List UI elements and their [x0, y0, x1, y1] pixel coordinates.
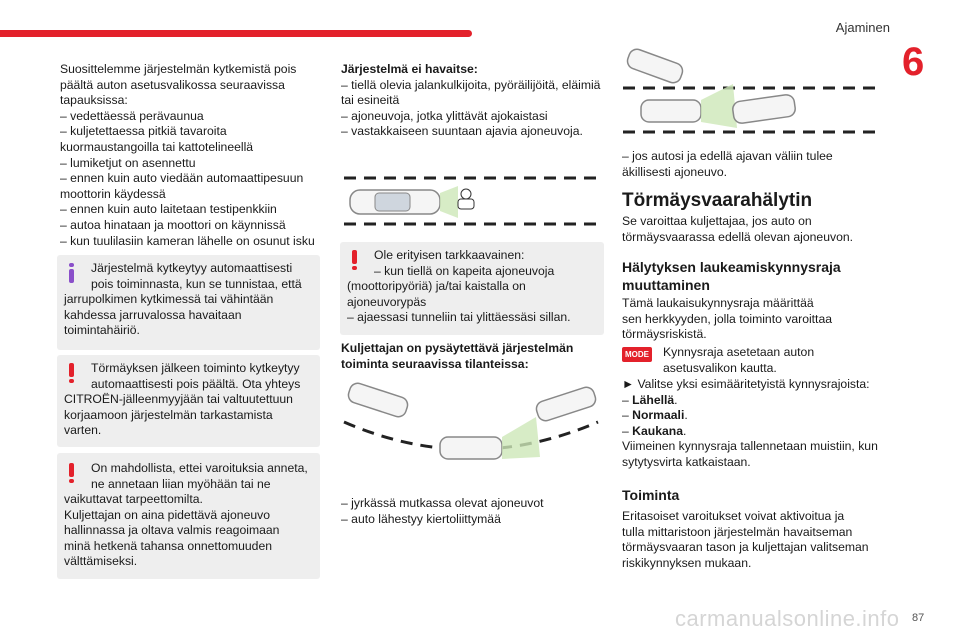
heading-line: Hälytyksen laukeamiskynnysraja	[622, 259, 841, 275]
text-line: – jyrkässä mutkassa olevat ajoneuvot	[341, 496, 544, 510]
threshold-options	[622, 377, 892, 471]
warning-box-middle	[340, 242, 604, 335]
text-line: äkillisesti ajoneuvo.	[622, 164, 728, 179]
chapter-number: 6	[902, 40, 925, 84]
text-line: korjaamoon järjestelmän tarkastamista	[64, 407, 273, 422]
cut-in-illustration	[621, 42, 883, 136]
curve-illustration	[340, 382, 602, 482]
text-line: Ole erityisen tarkkaavainen:	[374, 248, 525, 262]
text-line: – jos autosi ja edellä ajavan väliin tulee	[622, 149, 833, 163]
text-line: vaikuttavat tarpeettomilta.	[64, 492, 203, 506]
cut-in-text	[622, 149, 892, 180]
info-body	[64, 292, 273, 339]
option-label: Lähellä	[632, 392, 675, 407]
operation-text	[622, 509, 892, 571]
text-line: toimintahäiriö.	[64, 323, 140, 338]
section-title: Ajaminen	[835, 20, 890, 35]
warning-first-lines	[91, 361, 300, 392]
text-line: CITROËN-jälleenmyyjään tai valtuutettuun	[64, 392, 293, 406]
not-detected-title: Järjestelmä ei havaitse:	[341, 62, 478, 76]
text-line: – vedettäessä perävaunua	[60, 108, 204, 123]
text-line: – ennen kuin auto viedään automaattipesuun	[60, 171, 304, 186]
option-item: – Normaali.	[622, 408, 688, 423]
mode-text	[663, 345, 893, 376]
left-intro	[60, 62, 320, 249]
text-line: hallinnassa ja oltava valmis reagoimaan	[64, 523, 280, 538]
text-line: kuormaustangoilla tai kattotelineellä	[60, 139, 254, 154]
page-number: 87	[912, 612, 925, 624]
info-first-line-block	[91, 261, 302, 292]
text-line: tulla mittaristoon järjestelmän havaitseman	[622, 524, 853, 539]
car-icon	[534, 385, 597, 423]
car-icon	[440, 437, 502, 459]
text-line: ne annetaan liian myöhään tai ne	[91, 476, 271, 491]
text-line: – kun tiellä on kapeita ajoneuvoja	[374, 263, 555, 278]
text-line: Järjestelmä kytkeytyy automaattisesti	[91, 261, 293, 275]
warning-body	[64, 392, 293, 439]
may-function-title	[341, 341, 611, 372]
car-icon	[732, 94, 796, 124]
text-line: – ennen kuin auto laitetaan testipenkkiin	[60, 202, 277, 217]
text-line: sen herkkyyden, jolla toiminto varoittaa	[622, 311, 833, 326]
info-box	[57, 255, 320, 350]
text-line: Viimeinen kynnysraja tallennetaan muistiin, kun	[622, 439, 878, 454]
text-line: Suosittelemme järjestelmän kytkemistä pois	[60, 62, 297, 76]
warning-box-1	[57, 355, 320, 447]
text-line: automaattisesti pois päältä. Ota yhteys	[91, 376, 301, 391]
warning-body	[347, 279, 571, 326]
text-line: On mahdollista, ettei varoituksia anneta,	[91, 461, 308, 475]
text-line: Se varoittaa kuljettajaa, jos auto on	[622, 214, 812, 228]
text-line: minä hetkenä tahansa onnettomuuden	[64, 538, 273, 553]
text-line: – ajaessasi tunneliin tai ylittäessäsi sillan.	[347, 310, 571, 325]
car-icon	[625, 47, 684, 85]
pedestrian-detection-illustration	[340, 168, 602, 230]
car-icon	[346, 382, 409, 419]
watermark: carmanualsonline.info	[675, 606, 900, 631]
text-line: tapauksissa:	[60, 93, 128, 108]
text-line: – autoa hinataan ja moottori on käynnissä	[60, 217, 286, 232]
text-line: välttämiseksi.	[64, 554, 138, 569]
text-line: jarrupolkimen kytkimessä tai vähintään	[64, 292, 274, 306]
text-line: varten.	[64, 423, 102, 438]
warning-icon	[352, 250, 358, 268]
text-line: riskikynnyksen mukaan.	[622, 555, 752, 570]
text-line: törmäysvaaran tason ja kuljettajan valitseman	[622, 540, 869, 555]
text-line: – kun tuulilasiin kameran lähelle on osunut isku	[60, 233, 315, 248]
text-line: törmäysriskistä.	[622, 327, 707, 342]
intro-text	[622, 214, 892, 245]
text-line: – kuljetettaessa pitkiä tavaroita	[60, 124, 227, 139]
warning-body	[64, 492, 279, 570]
text-line: tai esineitä	[341, 93, 400, 108]
text-line: ajoneuvorypäs	[347, 294, 427, 309]
text-line: – vastakkaiseen suuntaan ajavia ajoneuvoja.	[341, 124, 583, 139]
text-line: – ajoneuvoja, jotka ylittävät ajokaistasi	[341, 108, 548, 123]
text-line: päältä auton asetusvalikossa seuraavissa	[60, 77, 285, 92]
text-line: kahdessa jarruvalossa havaitaan	[64, 307, 242, 322]
subsection-heading	[622, 258, 841, 294]
option-label: Normaali	[632, 408, 685, 423]
pedestrian-icon	[458, 189, 474, 209]
warning-icon	[69, 463, 75, 481]
option-label: Kaukana	[632, 423, 683, 438]
threshold-text	[622, 296, 892, 343]
warning-box-2	[57, 453, 320, 579]
text-line: moottorin käydessä	[60, 186, 166, 201]
warning-icon	[69, 363, 75, 381]
text-line: Kuljettajan on aina pidettävä ajoneuvo	[64, 507, 270, 522]
option-item: – Lähellä.	[622, 392, 678, 407]
text-line: – auto lähestyy kiertoliittymää	[341, 511, 501, 526]
text-line: asetusvalikon kautta.	[663, 360, 777, 375]
mode-button-icon: MODE	[622, 347, 652, 362]
car-icon	[350, 190, 440, 214]
car-icon	[641, 100, 701, 122]
subsection-heading: Toiminta	[622, 487, 680, 503]
option-item: – Kaukana.	[622, 423, 687, 438]
text-line: Törmäyksen jälkeen toiminto kytkeytyy	[91, 361, 300, 375]
not-detected-block	[341, 62, 611, 140]
text-line: ► Valitse yksi esimääritetyistä kynnysrajoista:	[622, 377, 870, 391]
text-line: Kuljettajan on pysäytettävä järjestelmän	[341, 341, 574, 355]
heading-line: muuttaminen	[622, 277, 710, 293]
text-line: Kynnysraja asetetaan auton	[663, 345, 815, 359]
text-line: Tämä laukaisukynnysraja määrittää	[622, 296, 814, 310]
text-line: toiminta seuraavissa tilanteissa:	[341, 356, 529, 371]
chapter-color-bar	[0, 30, 472, 37]
section-heading: Törmäysvaarahälytin	[622, 190, 813, 211]
warning-first-lines	[374, 248, 554, 279]
may-function-list	[341, 496, 611, 527]
text-line: (moottoripyöriä) ja/tai kaistalla on	[347, 279, 526, 293]
text-line: pois toiminnasta, kun se tunnistaa, että	[91, 276, 302, 291]
text-line: törmäysvaarassa edellä olevan ajoneuvon.	[622, 229, 854, 244]
text-line: sytytysvirta katkaistaan.	[622, 454, 751, 469]
info-icon	[69, 263, 75, 283]
text-line: – lumiketjut on asennettu	[60, 155, 196, 170]
text-line: Eritasoiset varoitukset voivat aktivoitua ja	[622, 509, 845, 523]
warning-first-lines	[91, 461, 308, 492]
text-line: – tiellä olevia jalankulkijoita, pyöräilijöitä, eläimiä	[341, 77, 601, 92]
